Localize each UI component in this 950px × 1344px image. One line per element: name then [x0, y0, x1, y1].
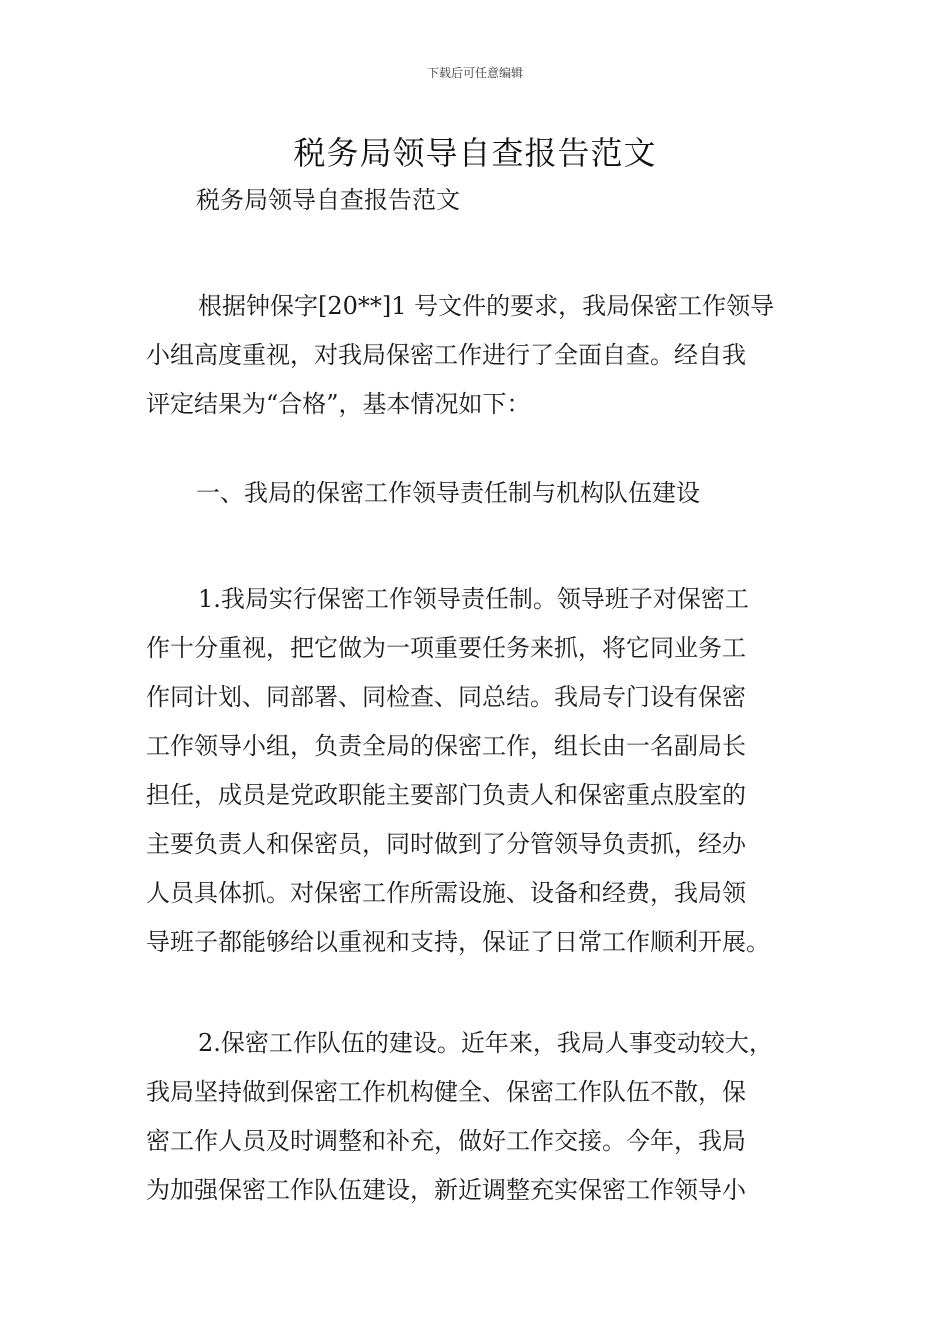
paragraph-line: 为加强保密工作队伍建设，新近调整充实保密工作领导小	[146, 1176, 746, 1204]
paragraph-line: 密工作人员及时调整和补充，做好工作交接。今年，我局	[146, 1127, 746, 1155]
paragraph-line: 担任，成员是党政职能主要部门负责人和保密重点股室的	[146, 781, 746, 809]
paragraph-line: 我局坚持做到保密工作机构健全、保密工作队伍不散，保	[146, 1078, 746, 1106]
paragraph-item-1	[146, 575, 836, 967]
paragraph-line: 工作领导小组，负责全局的保密工作，组长由一名副局长	[146, 732, 746, 760]
paragraph-line: 导班子都能够给以重视和支持，保证了日常工作顺利开展。	[146, 928, 770, 956]
paragraph-line: 1.我局实行保密工作领导责任制。领导班子对保密工	[198, 585, 749, 613]
paragraph-line: 作同计划、同部署、同检查、同总结。我局专门设有保密	[146, 683, 746, 711]
paragraph-line: 人员具体抓。对保密工作所需设施、设备和经费，我局领	[146, 879, 746, 907]
paragraph-line: 根据钟保字[20**]1 号文件的要求，我局保密工作领导	[198, 292, 775, 320]
paragraph-line: 作十分重视，把它做为一项重要任务来抓，将它同业务工	[146, 634, 746, 662]
paragraph-intro	[146, 282, 836, 429]
paragraph-line: 主要负责人和保密员，同时做到了分管领导负责抓，经办	[146, 830, 746, 858]
header-note: 下载后可任意编辑	[426, 66, 523, 80]
paragraph-item-2	[146, 1019, 836, 1215]
paragraph-line: 评定结果为“合格”，基本情况如下：	[146, 390, 531, 418]
section-heading: 一、我局的保密工作领导责任制与机构队伍建设	[196, 479, 700, 507]
paragraph-line: 2.保密工作队伍的建设。近年来，我局人事变动较大，	[198, 1029, 773, 1057]
document-title: 税务局领导自查报告范文	[293, 134, 657, 172]
document-subtitle: 税务局领导自查报告范文	[196, 186, 460, 214]
paragraph-line: 小组高度重视，对我局保密工作进行了全面自查。经自我	[146, 341, 746, 369]
